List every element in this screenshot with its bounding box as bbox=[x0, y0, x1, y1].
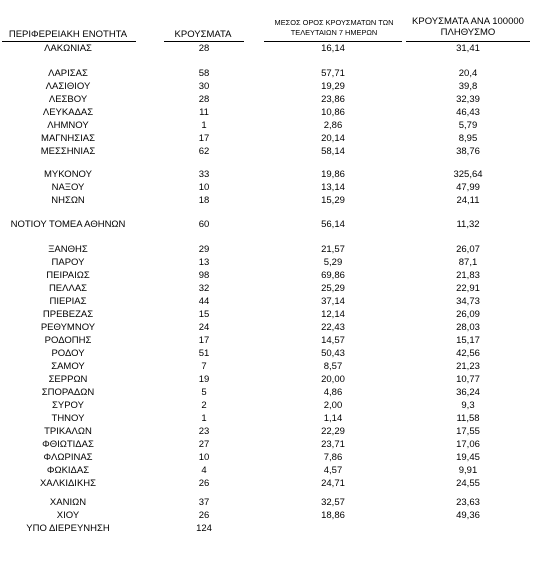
seven-day-average-cell: 57,71 bbox=[321, 68, 345, 79]
region-cell: ΧΑΝΙΩΝ bbox=[49, 497, 87, 508]
table-row bbox=[0, 296, 540, 308]
region-cell: ΧΙΟΥ bbox=[56, 510, 80, 521]
seven-day-average-cell: 22,29 bbox=[321, 426, 345, 437]
cases-per-100000-cell: 21,23 bbox=[456, 361, 480, 372]
region-cell: ΞΑΝΘΗΣ bbox=[48, 244, 88, 255]
seven-day-average-cell: 21,57 bbox=[321, 244, 345, 255]
seven-day-average-cell: 13,14 bbox=[321, 182, 345, 193]
cases-per-100000-cell: 23,63 bbox=[456, 497, 480, 508]
seven-day-average-cell: 2,00 bbox=[323, 400, 343, 411]
cases-per-100000-cell: 9,3 bbox=[461, 400, 475, 411]
cases-cell: 13 bbox=[198, 257, 210, 268]
region-cell: ΛΕΥΚΑΔΑΣ bbox=[42, 107, 94, 118]
region-cell: ΠΕΙΡΑΙΩΣ bbox=[46, 270, 90, 281]
cases-per-100000-cell: 38,76 bbox=[456, 146, 480, 157]
table-row bbox=[0, 510, 540, 522]
cases-per-100000-cell: 15,17 bbox=[456, 335, 480, 346]
cases-cell: 29 bbox=[198, 244, 210, 255]
cases-cell: 18 bbox=[198, 195, 210, 206]
seven-day-average-cell: 23,71 bbox=[321, 439, 345, 450]
seven-day-average-cell: 20,00 bbox=[321, 374, 345, 385]
region-cell: ΣΕΡΡΩΝ bbox=[48, 374, 88, 385]
cases-per-100000-cell: 49,36 bbox=[456, 510, 480, 521]
region-cell: ΡΟΔΟΠΗΣ bbox=[44, 335, 92, 346]
cases-per-100000-cell: 26,07 bbox=[456, 244, 480, 255]
region-cell: ΥΠΟ ΔΙΕΡΕΥΝΗΣΗ bbox=[26, 523, 110, 534]
cases-cell: 15 bbox=[198, 309, 210, 320]
region-cell: ΜΕΣΣΗΝΙΑΣ bbox=[40, 146, 96, 157]
region-cell: ΦΘΙΩΤΙΔΑΣ bbox=[42, 439, 94, 450]
table-row bbox=[0, 523, 540, 535]
cases-per-100000-cell: 24,55 bbox=[456, 478, 480, 489]
cases-cell: 26 bbox=[198, 478, 210, 489]
region-cell: ΡΟΔΟΥ bbox=[51, 348, 85, 359]
region-cell: ΝΟΤΙΟΥ ΤΟΜΕΑ ΑΘΗΝΩΝ bbox=[10, 219, 126, 230]
column-header-region: ΠΕΡΙΦΕΡΕΙΑΚΗ ΕΝΟΤΗΤΑ bbox=[8, 29, 128, 40]
cases-cell: 17 bbox=[198, 133, 210, 144]
seven-day-average-cell: 58,14 bbox=[321, 146, 345, 157]
table-row bbox=[0, 361, 540, 373]
region-cell: ΜΑΓΝΗΣΙΑΣ bbox=[41, 133, 95, 144]
region-cell: ΝΗΣΩΝ bbox=[51, 195, 85, 206]
cases-cell: 28 bbox=[198, 94, 210, 105]
seven-day-average-cell: 16,14 bbox=[321, 43, 345, 54]
table-row bbox=[0, 169, 540, 181]
cases-cell: 33 bbox=[198, 169, 210, 180]
cases-per-100000-cell: 31,41 bbox=[456, 43, 480, 54]
table-row bbox=[0, 413, 540, 425]
table-row bbox=[0, 81, 540, 93]
region-cell: ΠΡΕΒΕΖΑΣ bbox=[42, 309, 94, 320]
cases-cell: 58 bbox=[198, 68, 210, 79]
region-cell: ΡΕΘΥΜΝΟΥ bbox=[40, 322, 96, 333]
region-cell: ΝΑΞΟΥ bbox=[51, 182, 85, 193]
cases-cell: 60 bbox=[198, 219, 210, 230]
region-cell: ΠΕΛΛΑΣ bbox=[48, 283, 88, 294]
cases-cell: 23 bbox=[198, 426, 210, 437]
region-cell: ΣΥΡΟΥ bbox=[52, 400, 84, 411]
table-row bbox=[0, 309, 540, 321]
seven-day-average-cell: 14,57 bbox=[321, 335, 345, 346]
seven-day-average-cell: 18,86 bbox=[321, 510, 345, 521]
cases-cell: 51 bbox=[198, 348, 210, 359]
seven-day-average-cell: 5,29 bbox=[323, 257, 343, 268]
cases-per-100000-cell: 26,09 bbox=[456, 309, 480, 320]
seven-day-average-cell: 22,43 bbox=[321, 322, 345, 333]
column-header-cases: ΚΡΟΥΣΜΑΤΑ bbox=[174, 29, 232, 40]
region-cell: ΛΗΜΝΟΥ bbox=[47, 120, 89, 131]
cases-per-100000-cell: 17,55 bbox=[456, 426, 480, 437]
table-row bbox=[0, 195, 540, 207]
table-row bbox=[0, 426, 540, 438]
cases-cell: 2 bbox=[201, 400, 207, 411]
table-row bbox=[0, 244, 540, 256]
cases-per-100000-cell: 11,58 bbox=[456, 413, 480, 424]
table-row bbox=[0, 374, 540, 386]
table-row bbox=[0, 146, 540, 158]
table-row bbox=[0, 43, 540, 55]
cases-cell: 10 bbox=[198, 452, 210, 463]
cases-cell: 26 bbox=[198, 510, 210, 521]
seven-day-average-cell: 1,14 bbox=[323, 413, 343, 424]
cases-per-100000-cell: 42,56 bbox=[456, 348, 480, 359]
cases-cell: 32 bbox=[198, 283, 210, 294]
seven-day-average-cell: 20,14 bbox=[321, 133, 345, 144]
cases-per-100000-cell: 20,4 bbox=[458, 68, 478, 79]
cases-per-100000-cell: 19,45 bbox=[456, 452, 480, 463]
cases-cell: 62 bbox=[198, 146, 210, 157]
cases-cell: 10 bbox=[198, 182, 210, 193]
seven-day-average-cell: 2,86 bbox=[323, 120, 343, 131]
table-row bbox=[0, 257, 540, 269]
table-row bbox=[0, 452, 540, 464]
seven-day-average-cell: 12,14 bbox=[321, 309, 345, 320]
table-row bbox=[0, 182, 540, 194]
seven-day-average-cell: 15,29 bbox=[321, 195, 345, 206]
seven-day-average-cell: 24,71 bbox=[321, 478, 345, 489]
region-cell: ΦΩΚΙΔΑΣ bbox=[46, 465, 90, 476]
table-row bbox=[0, 439, 540, 451]
table-row bbox=[0, 322, 540, 334]
cases-per-100000-cell: 21,83 bbox=[456, 270, 480, 281]
cases-per-100000-cell: 24,11 bbox=[456, 195, 480, 206]
table-row bbox=[0, 219, 540, 231]
seven-day-average-cell: 4,86 bbox=[323, 387, 343, 398]
table-row bbox=[0, 400, 540, 412]
table-row bbox=[0, 270, 540, 282]
cases-per-100000-cell: 46,43 bbox=[456, 107, 480, 118]
table-row bbox=[0, 94, 540, 106]
cases-cell: 5 bbox=[201, 387, 207, 398]
table-row bbox=[0, 68, 540, 80]
table-row bbox=[0, 478, 540, 490]
region-cell: ΠΙΕΡΙΑΣ bbox=[49, 296, 87, 307]
table-row bbox=[0, 497, 540, 509]
region-cell: ΣΑΜΟΥ bbox=[51, 361, 85, 372]
cases-cell: 44 bbox=[198, 296, 210, 307]
region-cell: ΧΑΛΚΙΔΙΚΗΣ bbox=[39, 478, 97, 489]
region-cell: ΛΑΚΩΝΙΑΣ bbox=[44, 43, 92, 54]
seven-day-average-cell: 32,57 bbox=[321, 497, 345, 508]
seven-day-average-cell: 25,29 bbox=[321, 283, 345, 294]
cases-cell: 1 bbox=[201, 120, 207, 131]
cases-per-100000-cell: 32,39 bbox=[456, 94, 480, 105]
seven-day-average-cell: 8,57 bbox=[323, 361, 343, 372]
cases-cell: 28 bbox=[198, 43, 210, 54]
cases-cell: 37 bbox=[198, 497, 210, 508]
seven-day-average-cell: 69,86 bbox=[321, 270, 345, 281]
region-cell: ΛΑΡΙΣΑΣ bbox=[48, 68, 88, 79]
seven-day-average-cell: 56,14 bbox=[321, 219, 345, 230]
table-row bbox=[0, 283, 540, 295]
cases-cell: 30 bbox=[198, 81, 210, 92]
cases-cell: 7 bbox=[201, 361, 207, 372]
table-row bbox=[0, 387, 540, 399]
cases-cell: 24 bbox=[198, 322, 210, 333]
region-cell: ΦΛΩΡΙΝΑΣ bbox=[43, 452, 93, 463]
seven-day-average-cell: 23,86 bbox=[321, 94, 345, 105]
cases-per-100000-cell: 22,91 bbox=[456, 283, 480, 294]
table-row bbox=[0, 133, 540, 145]
cases-cell: 27 bbox=[198, 439, 210, 450]
table-row bbox=[0, 348, 540, 360]
cases-cell: 4 bbox=[201, 465, 207, 476]
cases-per-100000-cell: 28,03 bbox=[456, 322, 480, 333]
column-header-cases-per-100000: ΚΡΟΥΣΜΑΤΑ ΑΝΑ 100000 ΠΛΗΘΥΣΜΟ bbox=[412, 16, 524, 38]
cases-cell: 19 bbox=[198, 374, 210, 385]
cases-per-100000-cell: 11,32 bbox=[456, 219, 480, 230]
cases-per-100000-cell: 47,99 bbox=[456, 182, 480, 193]
cases-per-100000-cell: 325,64 bbox=[453, 169, 483, 180]
region-cell: ΜΥΚΟΝΟΥ bbox=[44, 169, 92, 180]
region-cell: ΠΑΡΟΥ bbox=[51, 257, 85, 268]
cases-per-100000-cell: 87,1 bbox=[458, 257, 478, 268]
table-row bbox=[0, 107, 540, 119]
seven-day-average-cell: 19,29 bbox=[321, 81, 345, 92]
table-row bbox=[0, 335, 540, 347]
cases-per-100000-cell: 36,24 bbox=[456, 387, 480, 398]
seven-day-average-cell: 50,43 bbox=[321, 348, 345, 359]
seven-day-average-cell: 10,86 bbox=[321, 107, 345, 118]
table-row bbox=[0, 120, 540, 132]
cases-cell: 98 bbox=[198, 270, 210, 281]
cases-per-100000-cell: 9,91 bbox=[458, 465, 478, 476]
region-cell: ΣΠΟΡΑΔΩΝ bbox=[41, 387, 95, 398]
cases-per-100000-cell: 5,79 bbox=[458, 120, 478, 131]
cases-per-100000-cell: 39,8 bbox=[458, 81, 478, 92]
table-row bbox=[0, 465, 540, 477]
region-cell: ΤΡΙΚΑΛΩΝ bbox=[44, 426, 92, 437]
cases-cell: 11 bbox=[199, 107, 209, 118]
cases-per-100000-cell: 8,95 bbox=[458, 133, 478, 144]
region-cell: ΛΑΣΙΘΙΟΥ bbox=[45, 81, 91, 92]
cases-cell: 1 bbox=[201, 413, 207, 424]
cases-per-100000-cell: 34,73 bbox=[456, 296, 480, 307]
region-cell: ΛΕΣΒΟΥ bbox=[48, 94, 88, 105]
seven-day-average-cell: 7,86 bbox=[323, 452, 343, 463]
cases-per-100000-cell: 10,77 bbox=[456, 374, 480, 385]
seven-day-average-cell: 4,57 bbox=[323, 465, 343, 476]
column-header-7day-average: ΜΕΣΟΣ ΟΡΟΣ ΚΡΟΥΣΜΑΤΩΝ ΤΩΝ ΤΕΛΕΥΤΑΙΩΝ 7 ΗΜΕΡΩΝ bbox=[274, 18, 394, 37]
cases-cell: 17 bbox=[198, 335, 210, 346]
seven-day-average-cell: 37,14 bbox=[321, 296, 345, 307]
seven-day-average-cell: 19,86 bbox=[321, 169, 345, 180]
region-cell: ΤΗΝΟΥ bbox=[51, 413, 85, 424]
cases-per-100000-cell: 17,06 bbox=[456, 439, 480, 450]
cases-cell: 124 bbox=[196, 523, 212, 534]
